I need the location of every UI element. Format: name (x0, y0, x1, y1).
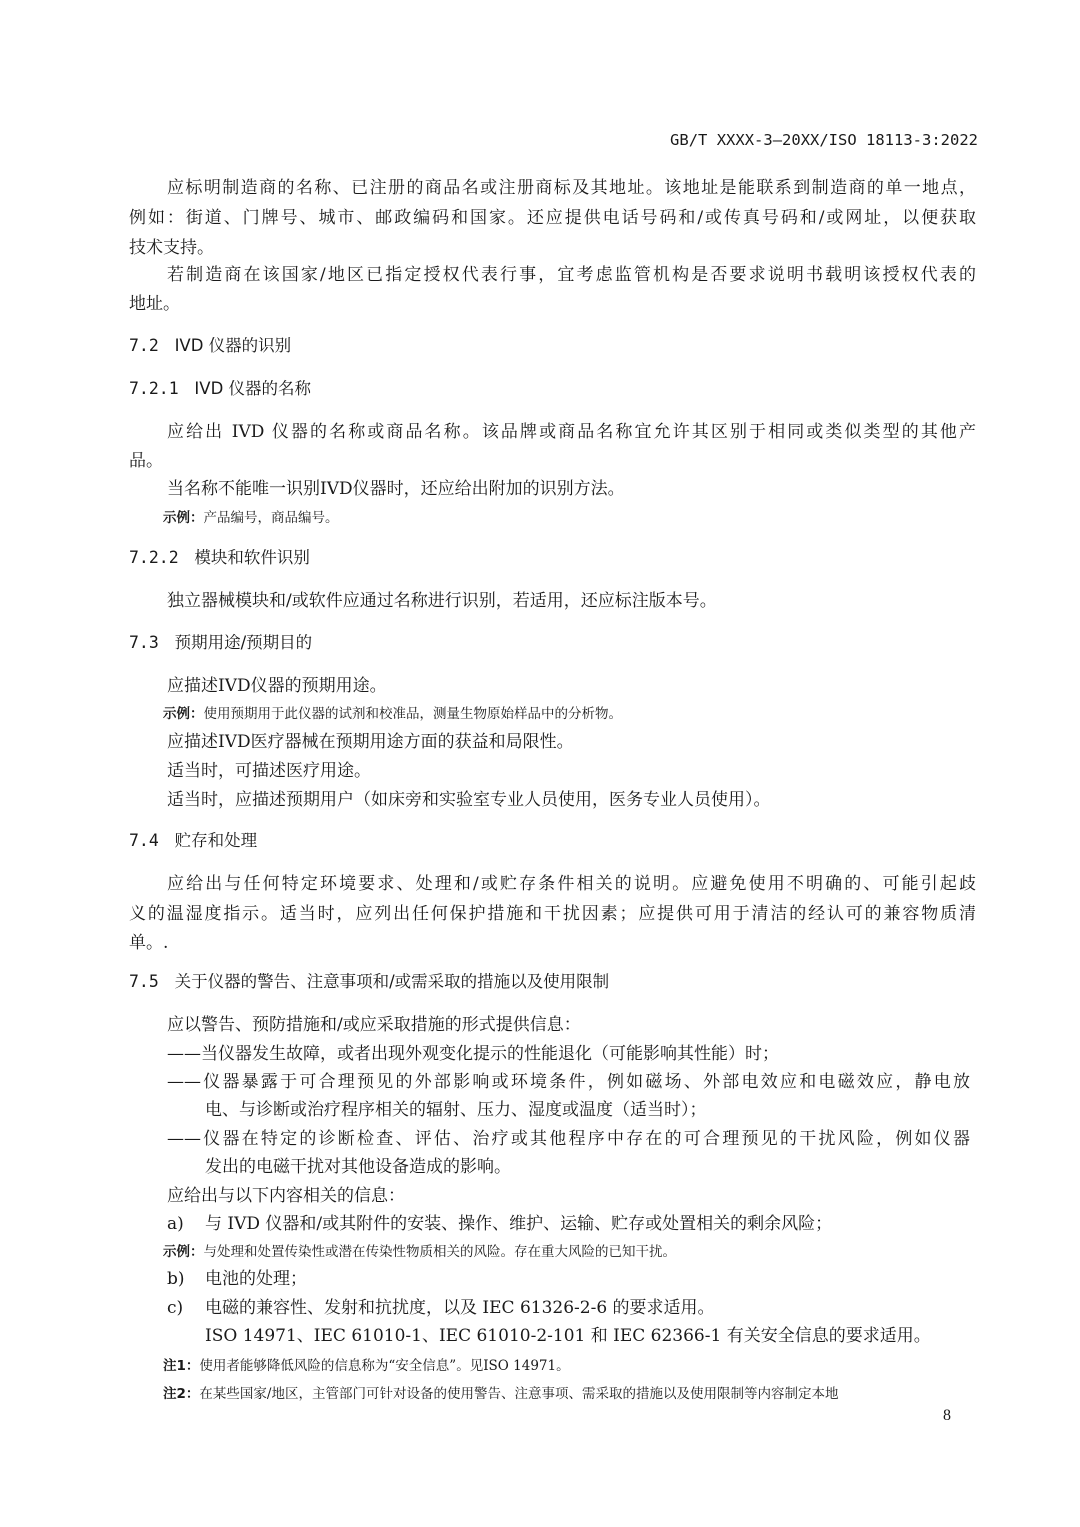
s7-5-dash3-line2: 发出的电磁干扰对其他设备造成的影响。 (205, 1157, 511, 1177)
s7-5-p1: 应以警告、预防措施和/或应采取措施的形式提供信息： (167, 1015, 581, 1035)
example-label: 示例： (163, 510, 204, 526)
list-item-a-text: 与 IVD 仪器和/或其附件的安装、操作、维护、运输、贮存或处置相关的剩余风险； (205, 1214, 833, 1234)
list-item-c-continuation: ISO 14971、IEC 61010-1、IEC 61010-2-101 和 IEC 62366-1 有关安全信息的要求适用。 (205, 1326, 931, 1346)
intro-p1-line1: 应标明制造商的名称、已注册的商品名或注册商标及其地址。该地址是能联系到制造商的单一地点， (167, 178, 976, 198)
example-label: 示例： (163, 706, 204, 722)
section-7-3-heading (129, 632, 312, 654)
s7-5-p2: 应给出与以下内容相关的信息： (167, 1186, 405, 1206)
section-7-2-1-heading (129, 378, 311, 400)
section-7-2-heading (129, 335, 291, 357)
section-number: 7.4 (129, 831, 159, 850)
intro-p1-line2: 例如：街道、门牌号、城市、邮政编码和国家。还应提供电话号码和/或传真号码和/或网址，以便获取 (129, 208, 976, 228)
note-text: 使用者能够降低风险的信息称为“安全信息”。见ISO 14971。 (199, 1358, 570, 1374)
list-item-b-marker: b) (167, 1269, 185, 1289)
s7-5-dash2-line2: 电、与诊断或治疗程序相关的辐射、压力、湿度或温度（适当时）； (205, 1100, 707, 1120)
s7-2-1-p1-line1: 应给出 IVD 仪器的名称或商品名称。该品牌或商品名称宜允许其区别于相同或类似类型的其他产 (167, 422, 976, 442)
s7-3-p2: 应描述IVD医疗器械在预期用途方面的获益和局限性。 (167, 732, 574, 752)
note-text: 在某些国家/地区，主管部门可针对设备的使用警告、注意事项、需采取的措施以及使用限制等内容制定本地 (199, 1386, 839, 1402)
s7-5-dash3-line1: ——仪器在特定的诊断检查、评估、治疗或其他程序中存在的可合理预见的干扰风险，例如仪器 (167, 1129, 970, 1149)
note-label: 注1： (163, 1358, 200, 1374)
note-1 (163, 1355, 570, 1377)
s7-5-dash2-line1: ——仪器暴露于可合理预见的外部影响或环境条件，例如磁场、外部电效应和电磁效应，静电放 (167, 1072, 970, 1092)
s7-4-p1-line1: 应给出与任何特定环境要求、处理和/或贮存条件相关的说明。应避免使用不明确的、可能引起歧 (167, 874, 976, 894)
section-title: 预期用途/预期目的 (174, 633, 313, 652)
list-item-c-text: 电磁的兼容性、发射和抗扰度，以及 IEC 61326-2-6 的要求适用。 (205, 1298, 715, 1318)
section-7-5-heading (129, 971, 609, 993)
intro-p2-line2: 地址。 (129, 294, 180, 314)
section-number: 7.2.2 (129, 548, 179, 567)
section-title: 关于仪器的警告、注意事项和/或需采取的措施以及使用限制 (174, 972, 610, 991)
note-2 (163, 1383, 838, 1405)
example-text: 使用预期用于此仪器的试剂和校准品，测量生物原始样品中的分析物。 (203, 706, 622, 722)
intro-p2-line1: 若制造商在该国家/地区已指定授权代表行事，宜考虑监管机构是否要求说明书载明该授权代表的 (167, 265, 976, 285)
s7-2-1-p2: 当名称不能唯一识别IVD仪器时，还应给出附加的识别方法。 (167, 479, 625, 499)
document-header-id: GB/T XXXX-3—20XX/ISO 18113-3:2022 (670, 131, 978, 149)
intro-p1-line3: 技术支持。 (129, 238, 214, 258)
section-number: 7.5 (129, 972, 159, 991)
example-label: 示例： (163, 1244, 204, 1260)
page-number: 8 (943, 1407, 951, 1424)
s7-5-example (163, 1241, 676, 1263)
s7-3-example (163, 703, 622, 725)
section-7-2-2-heading (129, 547, 310, 569)
example-text: 产品编号，商品编号。 (203, 510, 339, 526)
s7-4-p1-line2: 义的温湿度指示。适当时，应列出任何保护措施和干扰因素；应提供可用于清洁的经认可的兼容物质清 (129, 904, 976, 924)
section-number: 7.3 (129, 633, 159, 652)
section-title: 贮存和处理 (174, 831, 258, 850)
s7-3-p3: 适当时，可描述医疗用途。 (167, 761, 371, 781)
list-item-b-text: 电池的处理； (205, 1269, 307, 1289)
section-7-4-heading (129, 830, 257, 852)
s7-2-2-p1: 独立器械模块和/或软件应通过名称进行识别，若适用，还应标注版本号。 (167, 591, 717, 611)
s7-2-1-example (163, 507, 339, 529)
s7-3-p4: 适当时，应描述预期用户（如床旁和实验室专业人员使用，医务专业人员使用）。 (167, 790, 771, 810)
section-title: IVD 仪器的识别 (174, 336, 292, 355)
list-item-a-marker: a) (167, 1214, 184, 1234)
example-text: 与处理和处置传染性或潜在传染性物质相关的风险。存在重大风险的已知干扰。 (203, 1244, 676, 1260)
s7-4-p1-line3: 单。. (129, 933, 169, 953)
s7-3-p1: 应描述IVD仪器的预期用途。 (167, 676, 387, 696)
s7-2-1-p1-line2: 品。 (129, 451, 163, 471)
section-number: 7.2.1 (129, 379, 179, 398)
section-title: 模块和软件识别 (194, 548, 310, 567)
note-label: 注2： (163, 1386, 200, 1402)
s7-5-dash1: ——当仪器发生故障，或者出现外观变化提示的性能退化（可能影响其性能）时； (167, 1044, 779, 1064)
section-number: 7.2 (129, 336, 159, 355)
section-title: IVD 仪器的名称 (194, 379, 312, 398)
list-item-c-marker: c) (167, 1298, 184, 1318)
